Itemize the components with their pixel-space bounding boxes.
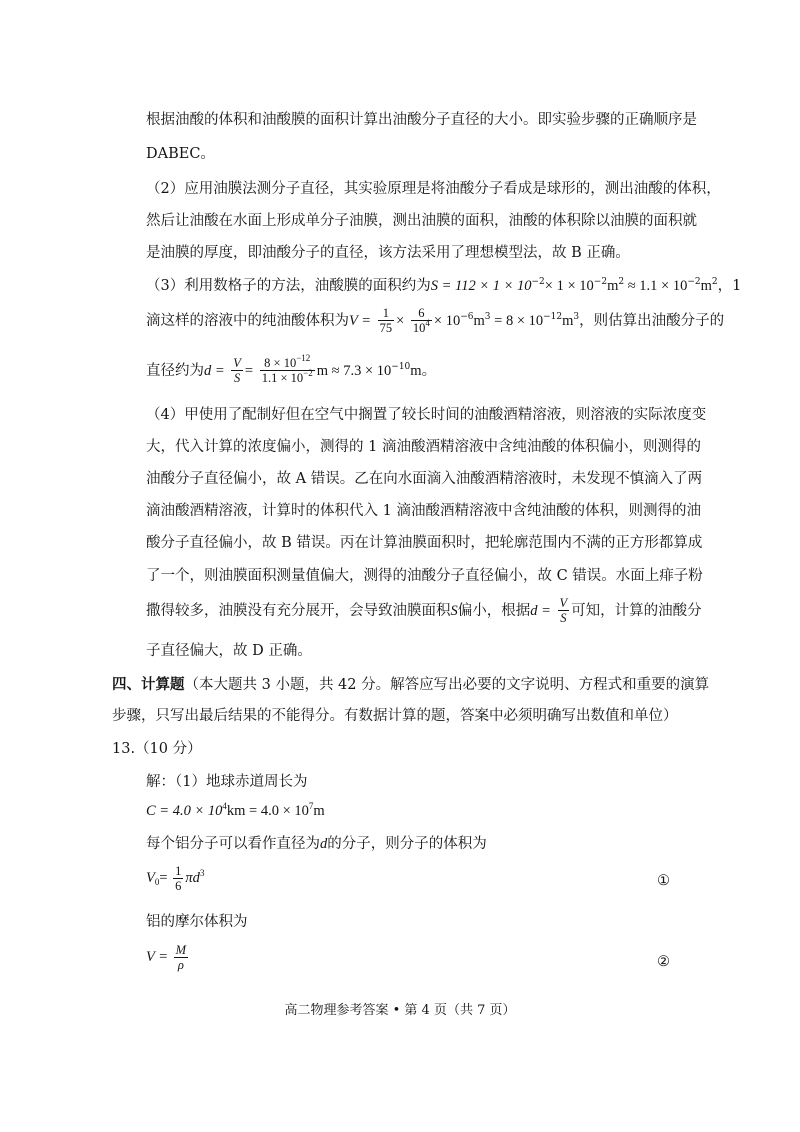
numerator: M: [175, 943, 187, 957]
denominator: 6: [175, 879, 182, 894]
variable: S: [450, 602, 458, 619]
exponent: 3: [199, 868, 205, 879]
exponent: −10: [391, 361, 411, 372]
exponent: 4: [222, 801, 227, 811]
text: 的分子，则分子的体积为: [327, 836, 487, 852]
text: 每个铝分子可以看作直径为: [146, 836, 320, 852]
text-line: 油酸分子直径偏小，故 A 错误。乙在向水面滴入油酸酒精溶液时，未发现不慎滴入了两: [146, 471, 703, 487]
exponent: −2: [687, 277, 701, 287]
unit: m: [700, 278, 712, 294]
text-line: 步骤，只写出最后结果的不能得分。有数据计算的题，答案中必须明确写出数值和单位）: [112, 708, 678, 724]
exponent: 3: [573, 311, 580, 322]
exponent: 3: [484, 311, 491, 322]
text-line: 子直径偏大，故 D 正确。: [146, 643, 312, 659]
volume-equation-line: [146, 306, 724, 336]
math: m ≈ 7.3 × 10: [316, 362, 392, 379]
equation-number: ②: [657, 954, 670, 970]
exponent: −2: [303, 368, 313, 379]
denominator: S: [233, 371, 241, 386]
numerator: 1: [175, 864, 182, 878]
math: × 10: [433, 312, 461, 329]
denominator: ρ: [177, 958, 184, 973]
text: ，1: [717, 278, 742, 294]
numerator: 6: [411, 306, 432, 321]
text-line: [146, 836, 487, 853]
text-line: 是油膜的厚度，即油酸分子的直径，该方法采用了理想模型法，故 B 正确。: [146, 245, 630, 261]
section-title: 四、计算题: [112, 676, 185, 693]
variable: V: [146, 870, 155, 887]
text: （3）利用数格子的方法，油酸膜的面积约为: [146, 278, 431, 294]
fraction: [173, 864, 183, 894]
math: ×: [396, 312, 405, 329]
text-line: 根据油酸的体积和油酸膜的面积计算出油酸分子直径的大小。即实验步骤的正确顺序是: [146, 112, 697, 128]
text-line-with-fraction: [146, 596, 702, 626]
unit: m: [410, 362, 422, 379]
numerator: V: [559, 596, 568, 610]
exponent: −2: [593, 277, 608, 287]
text: 可知，计算的油酸分: [571, 602, 702, 619]
exponent: 2: [618, 277, 625, 287]
text-line: （4）甲使用了配制好但在空气中搁置了较长时间的油酸酒精溶液，则溶液的实际浓度变: [146, 407, 707, 423]
math: πd: [185, 870, 200, 887]
text: 直径约为: [146, 362, 204, 379]
exponent: −12: [296, 353, 311, 363]
denominator-base: 1.1 × 10: [261, 371, 304, 386]
math: d =: [204, 362, 225, 379]
math: S = 112 × 1 × 10: [430, 278, 532, 294]
denominator: [411, 318, 432, 336]
text: 撒得较多，油膜没有充分展开，会导致油膜面积: [146, 602, 451, 619]
text-line: 了一个，则油膜面积测量值偏大，测得的油酸分子直径偏小，故 C 错误。水面上痱子粉: [146, 568, 703, 584]
equation-number: ①: [657, 873, 670, 889]
text: ，则估算出油酸分子的: [579, 312, 725, 329]
math: km = 4.0 × 10: [226, 803, 309, 819]
math: =: [159, 870, 168, 887]
text-line: 滴油酸酒精溶液，计算时的体积代入 1 滴油酸酒精溶液中含纯油酸的体积，则测得的油: [146, 503, 701, 519]
math: d =: [530, 602, 551, 619]
math: =: [244, 362, 254, 379]
text-line: 解：（1）地球赤道周长为: [146, 774, 308, 790]
numerator: 1: [378, 306, 395, 321]
text: 。: [421, 362, 437, 379]
numerator-base: 8 × 10: [264, 356, 297, 370]
molar-volume-equation: [146, 943, 190, 973]
text-line: 大，代入计算的浓度偏小，测得的 1 滴油酸酒精溶液中含纯油酸的体积偏小，则测得的: [146, 439, 701, 455]
numerator: V: [233, 356, 241, 370]
text-line: （2）应用油膜法测分子直径，其实验原理是将油酸分子看成是球形的，测出油酸的体积，: [146, 181, 721, 197]
fraction: [231, 356, 243, 386]
exponent: 2: [711, 277, 718, 287]
fraction: [174, 943, 188, 973]
exponent: −2: [531, 277, 545, 287]
denominator-base: 10: [412, 321, 426, 336]
denominator: S: [560, 611, 567, 626]
exponent: −12: [543, 311, 563, 322]
text: 滴这样的溶液中的纯油酸体积为: [146, 312, 349, 329]
subscript: 0: [154, 877, 160, 888]
exponent: 7: [308, 801, 314, 811]
fraction: [411, 306, 432, 336]
molecule-volume-equation: [146, 864, 204, 894]
math: ≈ 1.1 × 10: [624, 278, 688, 294]
math: V =: [349, 312, 372, 329]
unit: m: [473, 312, 485, 329]
fraction: [558, 596, 570, 626]
exponent: 4: [425, 318, 430, 329]
math: V =: [146, 949, 169, 966]
unit: m: [562, 312, 574, 329]
page-footer: 高二物理参考答案 • 第 4 页（共 7 页）: [284, 1003, 516, 1018]
text: （本大题共 3 小题，共 42 分。解答应写出必要的文字说明、方程式和重要的演算: [184, 677, 710, 693]
circumference-equation: [146, 803, 325, 820]
question-header: 13.（10 分）: [112, 741, 202, 757]
text-line: 铝的摩尔体积为: [146, 914, 248, 930]
diameter-equation-line: [146, 353, 437, 386]
denominator: 75: [379, 321, 393, 336]
unit: m: [607, 278, 619, 294]
math: × 1 × 10: [544, 278, 594, 294]
text-line: DABEC。: [146, 146, 215, 162]
fraction: [260, 353, 315, 386]
variable: d: [320, 836, 328, 852]
math: C = 4.0 × 10: [146, 803, 223, 819]
exponent: −6: [460, 311, 474, 322]
area-equation-line: [146, 278, 741, 295]
math: = 8 × 10: [490, 312, 544, 329]
text-line: 酸分子直径偏小，故 B 错误。丙在计算油膜面积时，把轮廓范围内不满的正方形都算成: [146, 535, 703, 551]
unit: m: [313, 803, 325, 819]
text: 偏小，根据: [457, 602, 531, 619]
text-line: 然后让油酸在水面上形成单分子油膜，测出油膜的面积，油酸的体积除以油膜的面积就: [146, 213, 697, 229]
denominator: [260, 368, 315, 386]
fraction: [378, 306, 395, 336]
section-heading-line: [112, 676, 709, 694]
